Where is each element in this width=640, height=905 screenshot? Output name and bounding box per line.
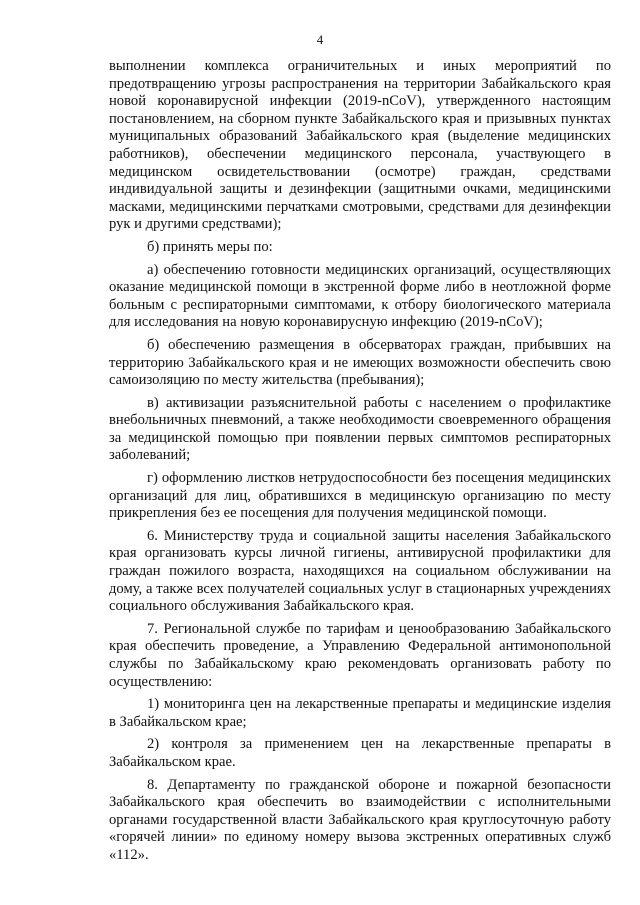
paragraph-clause-7-item-2: 2) контроля за применением цен на лекарственные препараты в Забайкальском крае. bbox=[109, 736, 611, 770]
page-number: 4 bbox=[316, 32, 324, 47]
document-body bbox=[109, 58, 611, 865]
paragraph-clause-7: 7. Региональной службе по тарифам и ценообразованию Забайкальского края обеспечить проведение, а Управлению Федеральной антимонопольной службы по Забайкальскому краю рекомендовать организовать работу по осуществлению: bbox=[109, 620, 611, 690]
paragraph-clause-7-item-1: 1) мониторинга цен на лекарственные препараты и медицинские изделия в Забайкальском крае; bbox=[109, 696, 611, 730]
paragraph-subitem-g: г) оформлению листков нетрудоспособности без посещения медицинских организаций для лиц, обратившихся в медицинскую организацию по месту прикрепления без ее посещения для получения медицинской помощи. bbox=[109, 470, 611, 522]
paragraph-clause-8: 8. Департаменту по гражданской обороне и пожарной безопасности Забайкальского края обеспечить во взаимодействии с исполнительными органами государственной власти Забайкальского края круглосуточную работу «горячей линии» по единому номеру вызова экстренных оперативных служб «112». bbox=[109, 776, 611, 863]
paragraph-continuation: выполнении комплекса ограничительных и иных мероприятий по предотвращению угрозы распространения на территории Забайкальского края новой коронавирусной инфекции (2019-nCoV), утвержденного настоящим постановлением, на сборном пункте Забайкальского края и призывных пунктах муниципальных образований Забайкальского края (выделение медицинских работников), обеспечении медицинского персонала, участвующего в медицинском освидетельствовании (осмотре) граждан, средствами индивидуальной защиты и дезинфекции (защитными очками, медицинскими масками, медицинскими перчатками смотровыми, средствами для дезинфекции рук и другими средствами); bbox=[109, 58, 611, 233]
paragraph-subitem-v: в) активизации разъяснительной работы с населением о профилактике внебольничных пневмоний, а также необходимости своевременного обращения за медицинской помощью при появлении первых симптомов респираторных заболеваний; bbox=[109, 394, 611, 464]
paragraph-clause-6: 6. Министерству труда и социальной защиты населения Забайкальского края организовать курсы личной гигиены, антивирусной профилактики для граждан пожилого возраста, находящихся на социальном обслуживании на дому, а также всех получателей социальных услуг в стационарных учреждениях социального обслуживания Забайкальского края. bbox=[109, 527, 611, 615]
paragraph-subitem-b: б) обеспечению размещения в обсерваторах граждан, прибывших на территорию Забайкальского края и не имеющих возможности обеспечить свою самоизоляцию по месту жительства (пребывания); bbox=[109, 336, 611, 389]
paragraph-subitem-a: а) обеспечению готовности медицинских организаций, осуществляющих оказание медицинской помощи в экстренной форме либо в неотложной форме больным с респираторными симптомами, к отбору биологического материала для исследования на новую коронавирусную инфекцию (2019-nCoV); bbox=[109, 261, 611, 331]
paragraph-item-6: б) принять меры по: bbox=[147, 238, 273, 255]
